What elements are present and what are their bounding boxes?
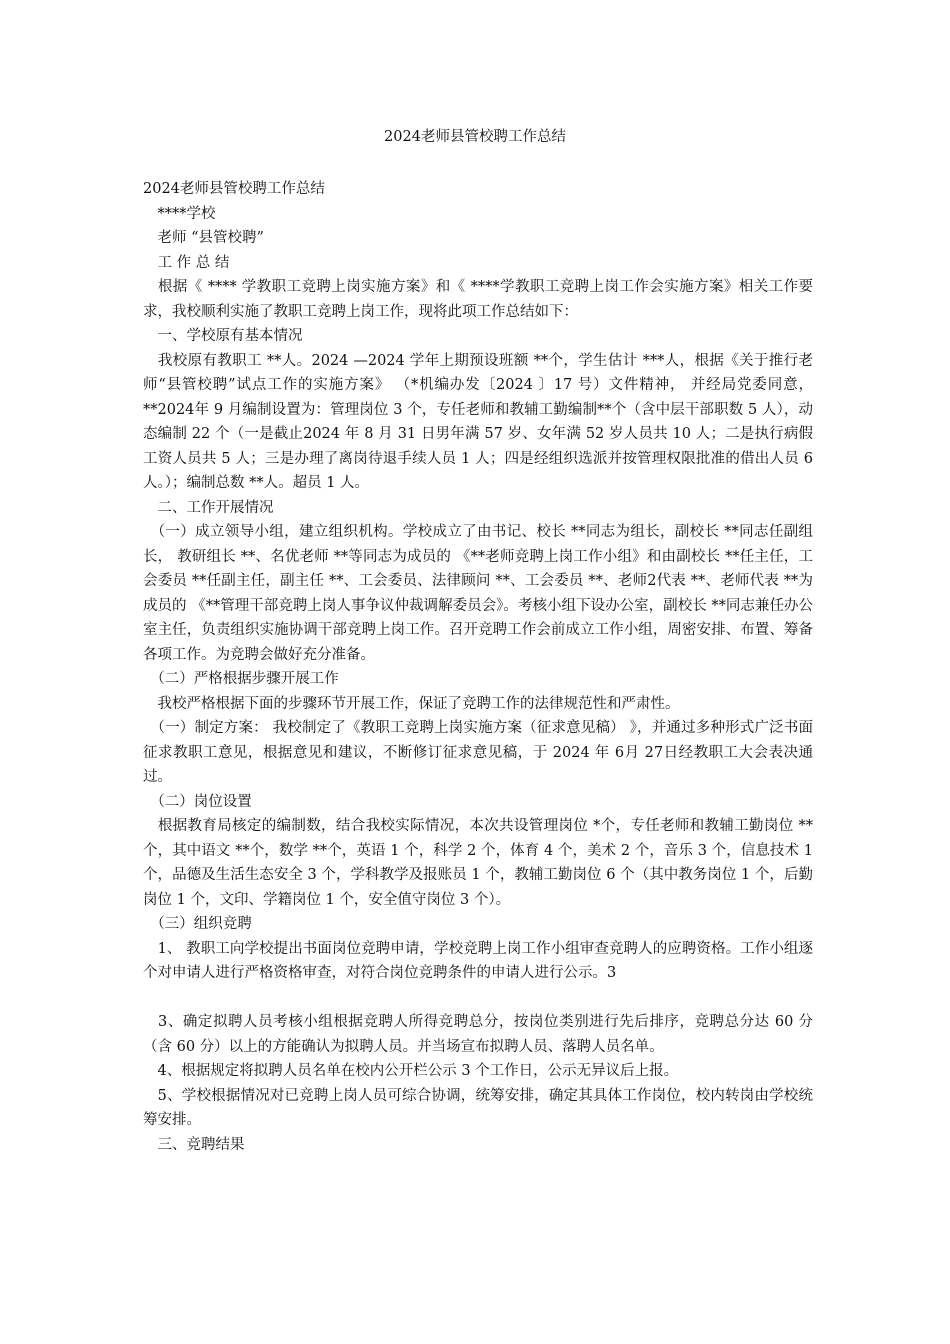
- paragraph: 我校原有教职工 **人。2024 —2024 学年上期预设班额 **个，学生估计 ***人，根据《关于推行老师“县管校聘”试点工作的实施方案》 （*机编办发〔2024 〕17 号）文件精神， 并经局党委同意， **2024年 9 月编制设置为：管理岗位 3 个，专任老师和教辅工勤编制**个（含中层干部职数 5 人），动态编制 22 个（一是截止2024 年 8 月 31 日男年满 57 岁、女年满 52 岁人员共 10 人；二是执行病假工资人员共 5 人；三是办理了离岗待退手续人员 1 人；四是经组织选派并按管理权限批准的借出人员 6 人。）；编制总数 **人。超员 1 人。: [143, 352, 813, 491]
- paragraph: 我校严格根据下面的步骤环节开展工作，保证了竞聘工作的法律规范性和严肃性。: [143, 695, 680, 712]
- subsection-heading: （三）组织竞聘: [143, 916, 252, 932]
- paragraph: ****学校: [143, 205, 216, 222]
- paragraph: 3、确定拟聘人员考核小组根据竞聘人所得竞聘总分，按岗位类别进行先后排序，竞聘总分达 60 分（含 60 分）以上的方能确认为拟聘人员。并当场宣布拟聘人员、落聘人员名单。: [143, 1014, 813, 1055]
- subsection-heading: （二）严格根据步骤开展工作: [143, 671, 339, 687]
- subsection-heading: （二）岗位设置: [143, 793, 252, 810]
- paragraph: 根据《 **** 学教职工竞聘上岗实施方案》和《 ****学教职工竞聘上岗工作会实施方案》相关工作要求，我校顺利实施了教职工竞聘上岗工作，现将此项工作总结如下：: [143, 279, 813, 320]
- paragraph: 老师 “县管校聘”: [143, 230, 264, 246]
- paragraph: 1、 教职工向学校提出书面岗位竞聘申请，学校竞聘上岗工作小组审查竞聘人的应聘资格。工作小组逐个对申请人进行严格资格审查，对符合岗位竞聘条件的申请人进行公示。3: [143, 940, 813, 981]
- paragraph: 工 作 总 结: [143, 254, 230, 271]
- section-heading: 二、工作开展情况: [143, 499, 274, 516]
- paragraph: （一）制定方案： 我校制定了《教职工竞聘上岗实施方案（征求意见稿） 》，并通过多种形式广泛书面征求教职工意见，根据意见和建议，不断修订征求意见稿，于 2024 年 6月 27日经教职工大会表决通过。: [143, 720, 813, 785]
- document-title: 2024老师县管校聘工作总结: [384, 129, 566, 145]
- paragraph: 5、学校根据情况对已竞聘上岗人员可综合协调，统筹安排，确定其具体工作岗位，校内转岗由学校统筹安排。: [143, 1087, 813, 1128]
- paragraph: 4、根据规定将拟聘人员名单在校内公开栏公示 3 个工作日，公示无异议后上报。: [143, 1063, 679, 1079]
- section-heading: 一、学校原有基本情况: [143, 328, 303, 344]
- paragraph: （一）成立领导小组，建立组织机构。学校成立了由书记、校长 **同志为组长，副校长 **同志任副组长， 教研组长 **、名优老师 **等同志为成员的 《**老师竞聘上岗工作小组》和由副校长 **任主任，工会委员 **任副主任，副主任 **、工会委员、法律顾问 **、工会委员 **、老师2代表 **、老师代表 **为成员的 《**管理干部竞聘上岗人事争议仲裁调解委员会》。考核小组下设办公室，副校长 **同志兼任办公室主任，负责组织实施协调干部竞聘上岗工作。召开竞聘工作会前成立工作小组，周密安排、布置、筹备各项工作。为竞聘会做好充分准备。: [143, 524, 813, 663]
- paragraph: 根据教育局核定的编制数，结合我校实际情况，本次共设管理岗位 *个，专任老师和教辅工勤岗位 **个，其中语文 **个，数学 **个，英语 1 个，科学 2 个，体育 4 个，美术 2 个，音乐 3 个，信息技术 1 个，品德及生活生态安全 3 个，学科教学及报账员 1 个，教辅工勤岗位 6 个（其中教务岗位 1 个，后勤岗位 1 个，文印、学籍岗位 1 个，安全值守岗位 3 个）。: [143, 818, 813, 908]
- section-heading: 三、竞聘结果: [143, 1136, 245, 1153]
- paragraph: 2024老师县管校聘工作总结: [143, 181, 325, 197]
- blank-line: [143, 986, 813, 1011]
- document-body: [143, 177, 813, 1157]
